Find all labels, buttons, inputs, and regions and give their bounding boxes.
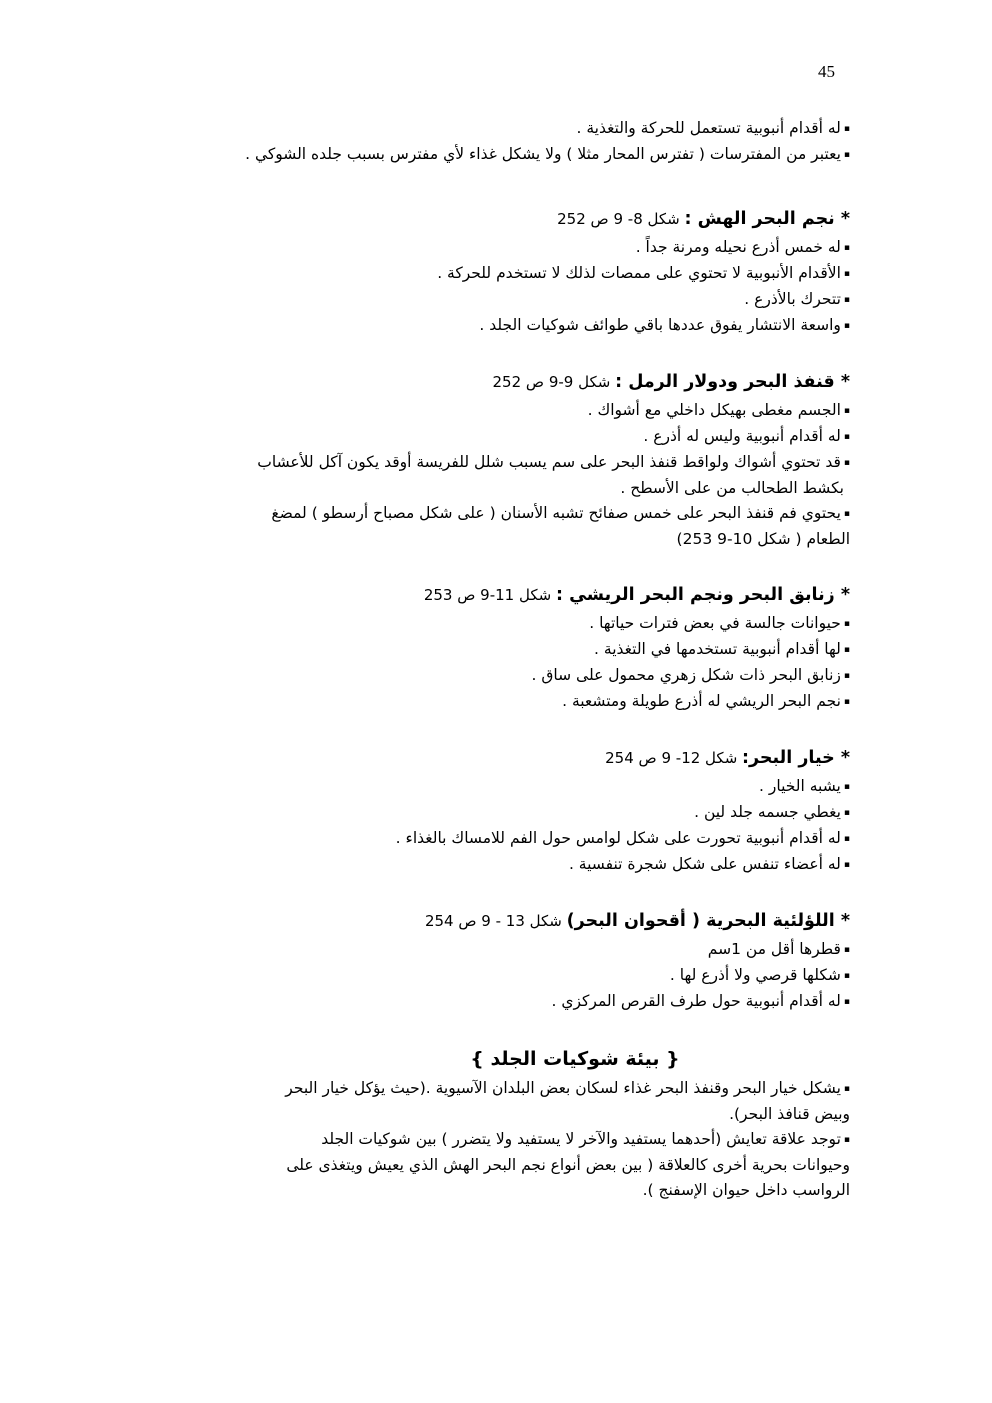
bullet-line: ▪ شكلها قرصي ولا أذرع لها . (150, 963, 850, 989)
section-heading (150, 203, 850, 235)
section-heading (150, 579, 850, 611)
section-title: * قنفذ البحر ودولار الرمل : (615, 372, 850, 392)
bullet-line: ▪ يحتوي فم قنفذ البحر على خمس صفائح تشبه الأسنان ( على شكل مصباح أرسطو ) لمضغ (150, 501, 850, 527)
bullet-line: ▪ لها أقدام أنبوبية تستخدمها في التغذية . (150, 637, 850, 663)
bullet-line: ▪ حيوانات جالسة في بعض فترات حياتها . (150, 611, 850, 637)
section-sea-urchin (150, 366, 850, 552)
continuation-line: بكشط الطحالب من على الأسطح . (620, 479, 844, 497)
section-heading (150, 905, 850, 937)
continuation-line: الطعام ( شكل 10-9 253) (676, 530, 850, 548)
ecology-section (150, 1076, 850, 1203)
bullet-line: ▪ له أقدام أنبوبية وليس له أذرع . (150, 424, 850, 450)
bullet-line: ▪ له أقدام أنبوبية تستعمل للحركة والتغذية . (150, 116, 850, 142)
bullet-line: ▪ له أعضاء تنفس على شكل شجرة تنفسية . (150, 852, 850, 878)
section-sea-cucumber (150, 742, 850, 878)
bullet-line: ▪ له خمس أذرع نحيله ومرنة جداً . (150, 235, 850, 261)
figure-ref: شكل 12- 9 ص 254 (605, 749, 738, 767)
bullet-line: ▪ نجم البحر الريشي له أذرع طويلة ومتشعبة . (150, 689, 850, 715)
continuation-line: وبيض قنافذ البحر). (729, 1105, 850, 1123)
figure-ref: شكل 8- 9 ص 252 (557, 210, 680, 228)
section-title: * زنابق البحر ونجم البحر الريشي : (555, 585, 850, 605)
continuation-line: وحيوانات بحرية أخرى كالعلاقة ( بين بعض أنواع نجم البحر الهش الذي يعيش ويتغذى على (286, 1156, 850, 1174)
page-content (150, 116, 850, 1203)
bullet-line: ▪ يشبه الخيار . (150, 774, 850, 800)
section-brittle-star (150, 203, 850, 339)
figure-ref: شكل 13 - 9 ص 254 (424, 912, 562, 930)
figure-ref: شكل 9-9 ص 252 (492, 373, 611, 391)
ecology-title: { بيئة شوكيات الجلد } (470, 1048, 680, 1070)
section-heading (150, 366, 850, 398)
section-title: * نجم البحر الهش : (684, 209, 850, 229)
bullet-line: ▪ تتحرك بالأذرع . (150, 287, 850, 313)
bullet-line: ▪ له أقدام أنبوبية حول طرف القرص المركزي . (150, 989, 850, 1015)
continuation-line: الرواسب داخل حيوان الإسفنج ). (642, 1181, 850, 1199)
section-title: * اللؤلئية البحرية ( أقحوان البحر) (566, 911, 850, 931)
bullet-line: ▪ يعتبر من المفترسات ( تفترس المحار مثلا ) ولا يشكل غذاء لأي مفترس بسبب جلده الشوكي . (150, 142, 850, 168)
section-sea-lily (150, 579, 850, 715)
figure-ref: شكل 11-9 ص 253 (423, 586, 552, 604)
bullet-line: ▪ الجسم مغطى بهيكل داخلي مع أشواك . (150, 398, 850, 424)
bullet-line: ▪ قطرها أقل من 1سم (150, 937, 850, 963)
bullet-line: ▪ قد تحتوي أشواك ولواقط قنفذ البحر على سم يسبب شلل للفريسة أوقد يكون آكل للأعشاب (150, 450, 850, 476)
bullet-line: ▪ يغطي جسمه جلد لين . (150, 800, 850, 826)
section-heading (150, 742, 850, 774)
page-number: 45 (818, 62, 835, 81)
bullet-line: ▪ له أقدام أنبوبية تحورت على شكل لوامس حول الفم للامساك بالغذاء . (150, 826, 850, 852)
bullet-line: ▪ واسعة الانتشار يفوق عددها باقي طوائف شوكيات الجلد . (150, 313, 850, 339)
section-sea-daisy (150, 905, 850, 1015)
bullet-line: ▪ توجد علاقة تعايش (أحدهما يستفيد والآخر لا يستفيد ولا يتضرر ) بين شوكيات الجلد (150, 1127, 850, 1153)
section-title: * خيار البحر: (742, 748, 850, 768)
bullet-line: ▪ زنابق البحر ذات شكل زهري محمول على ساق . (150, 663, 850, 689)
bullet-line: ▪ يشكل خيار البحر وقنفذ البحر غذاء لسكان بعض البلدان الآسيوية .(حيث يؤكل خيار البحر (150, 1076, 850, 1102)
intro-section (150, 116, 850, 168)
bullet-line: ▪ الأقدام الأنبوبية لا تحتوي على ممصات لذلك لا تستخدم للحركة . (150, 261, 850, 287)
